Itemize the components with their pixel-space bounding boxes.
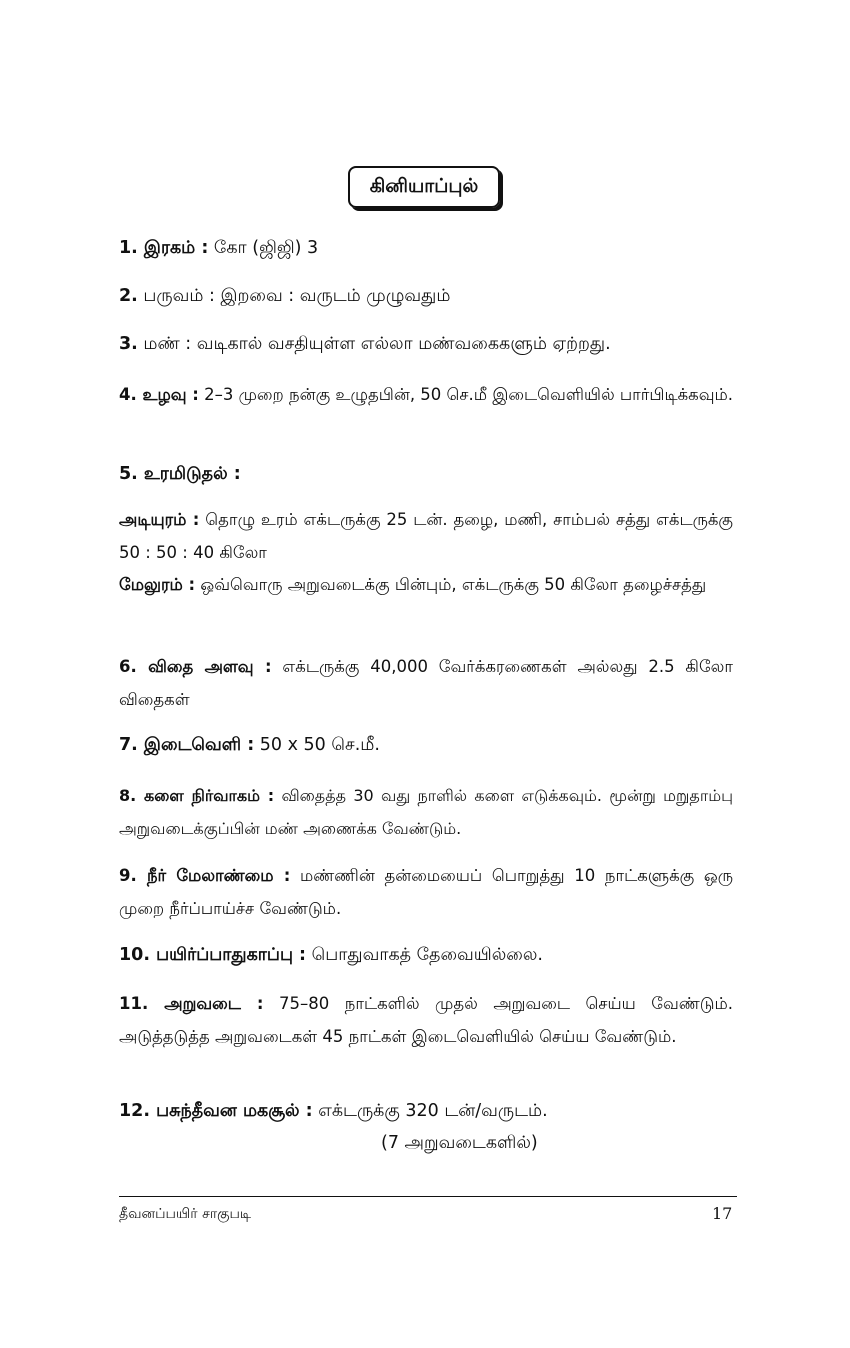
item-plant-protection: 10. பயிர்ப்பாதுகாப்பு : பொதுவாகத் தேவையில்லை. (119, 945, 543, 965)
item-soil: 3. மண் : வடிகால் வசதியுள்ள எல்லா மண்வகைகளும் ஏற்றது. (119, 334, 611, 354)
item-ploughing: 4. உழவு : 2–3 முறை நன்கு உழுதபின், 50 செ.மீ இடைவெளியில் பார்பிடிக்கவும். (119, 385, 733, 404)
item-water-management: 9. நீர் மேலாண்மை : மண்ணின் தன்மையைப் பொறுத்து 10 நாட்களுக்கு ஒரு முறை நீர்ப்பாய்ச்ச வேண்டும். (119, 866, 733, 918)
item-spacing: 7. இடைவெளி : 50 x 50 செ.மீ. (119, 735, 380, 755)
item-top-dressing: மேலுரம் : ஒவ்வொரு அறுவடைக்கு பின்பும், எக்டருக்கு 50 கிலோ தழைச்சத்து (119, 575, 707, 594)
item-yield-note: (7 அறுவடைகளில்) (381, 1133, 538, 1153)
item-variety: 1. இரகம் : கோ (ஜிஜி) 3 (119, 238, 319, 258)
footer-divider (119, 1196, 737, 1197)
item-harvest: 11. அறுவடை : 75–80 நாட்களில் முதல் அறுவடை செய்ய வேண்டும். அடுத்தடுத்த அறுவடைகள் 45 நாட்கள் இடைவெளியில் செய்ய வேண்டும். (119, 994, 733, 1046)
item-manuring: 5. உரமிடுதல் : (119, 464, 241, 484)
item-basal-manure: அடியுரம் : தொழு உரம் எக்டருக்கு 25 டன். தழை, மணி, சாம்பல் சத்து எக்டருக்கு 50 : 50 : 40 கிலோ (119, 510, 733, 562)
item-weed-management: 8. களை நிர்வாகம் : விதைத்த 30 வது நாளில் களை எடுக்கவும். மூன்று மறுதாம்பு அறுவடைக்குப்பின் மண் அணைக்க வேண்டும். (119, 786, 733, 838)
page-title: கினியாப்புல் (348, 166, 500, 208)
item-seed-rate: 6. விதை அளவு : எக்டருக்கு 40,000 வேர்க்கரணைகள் அல்லது 2.5 கிலோ விதைகள் (119, 657, 733, 709)
page-number: 17 (712, 1204, 733, 1223)
item-green-fodder-yield: 12. பசுந்தீவன மகசூல் : எக்டருக்கு 320 டன்/வருடம். (119, 1101, 548, 1121)
item-season: 2. பருவம் : இறவை : வருடம் முழுவதும் (119, 286, 451, 306)
footer-book-title: தீவனப்பயிர் சாகுபடி (119, 1206, 252, 1222)
